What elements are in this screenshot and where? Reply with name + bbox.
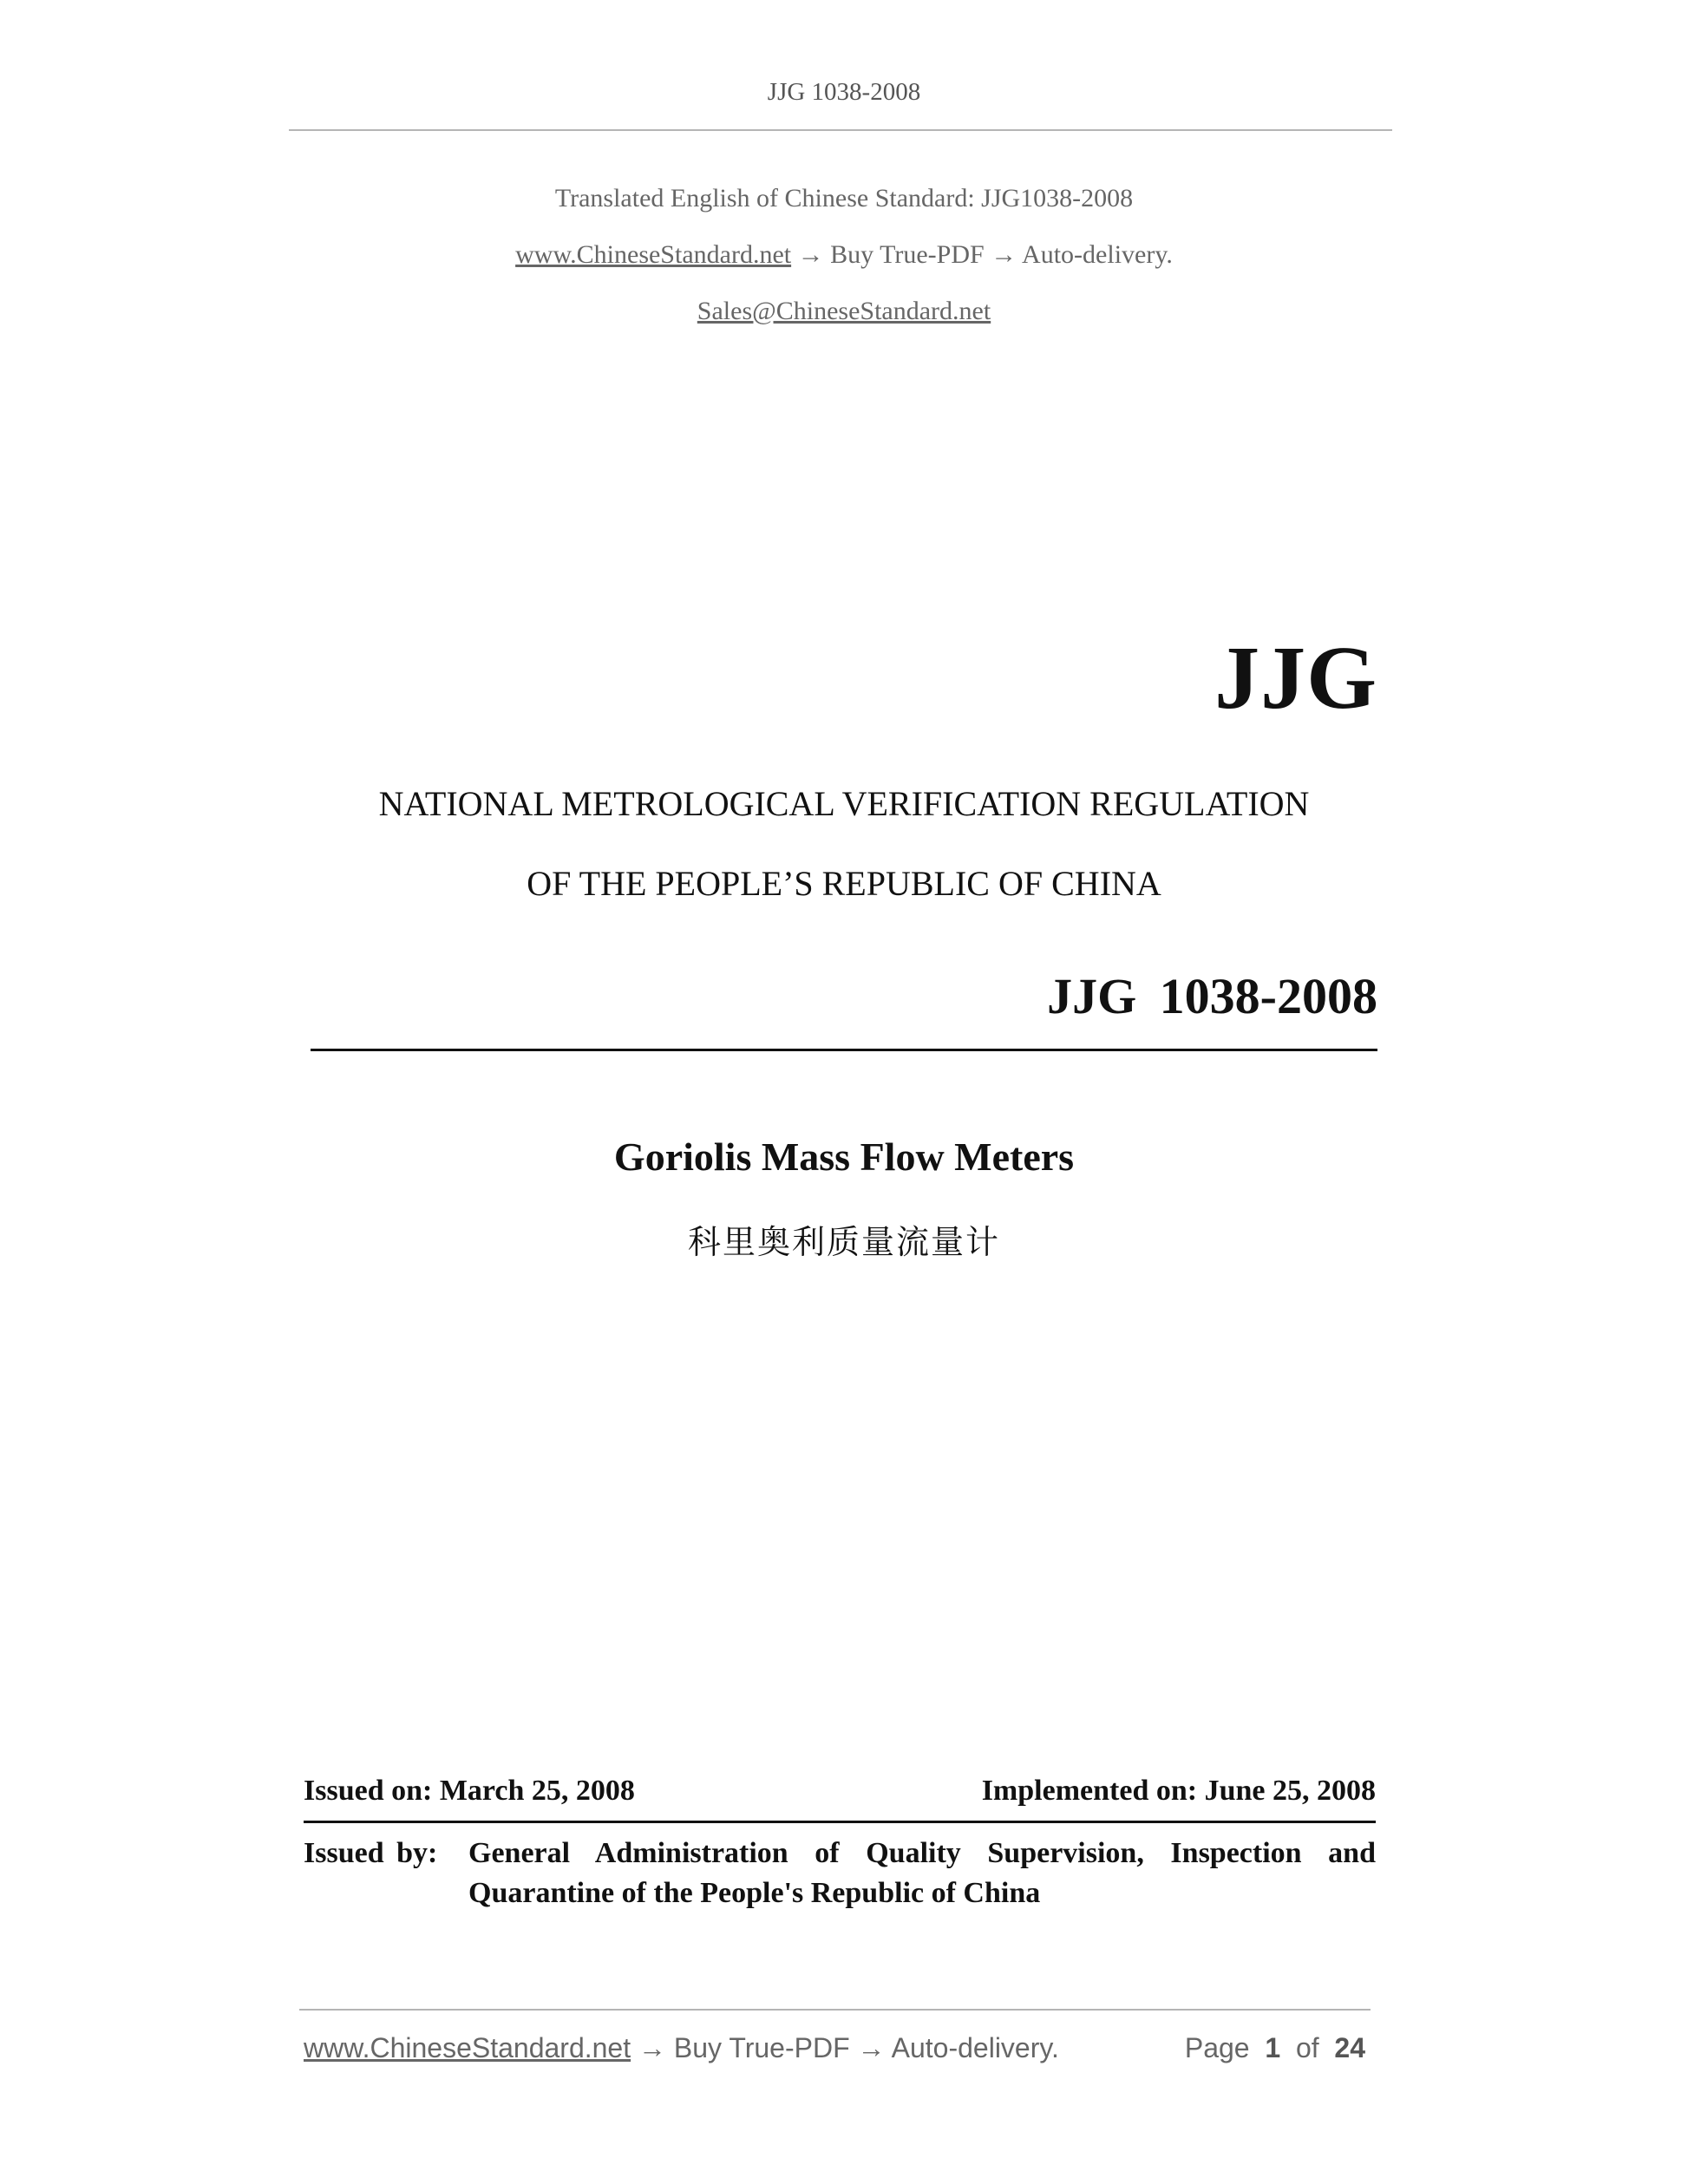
document-title-chinese: 科里奥利质量流量计 bbox=[687, 1223, 1000, 1261]
arrow-right-icon: → bbox=[638, 2032, 666, 2063]
email-link[interactable]: Sales@ChineseStandard.net bbox=[697, 297, 991, 325]
issuing-authority-line1: General Administration of Quality Supervision, Inspection and bbox=[468, 1837, 1376, 1869]
arrow-right-icon: → bbox=[857, 2032, 886, 2063]
regulation-title-line2: OF THE PEOPLE’S REPUBLIC OF CHINA bbox=[527, 864, 1161, 903]
regulation-title-line1: NATIONAL METROLOGICAL VERIFICATION REGULATION bbox=[378, 784, 1310, 823]
issuing-authority-line2: Quarantine of the People's Republic of China bbox=[468, 1877, 1041, 1909]
page-total: 24 bbox=[1334, 2032, 1365, 2063]
arrow-right-icon: → bbox=[991, 240, 1017, 269]
header-divider bbox=[289, 129, 1392, 131]
running-header: JJG 1038-2008 bbox=[767, 78, 921, 106]
issued-by-label: Issued by: bbox=[304, 1837, 438, 1869]
document-title-english: Goriolis Mass Flow Meters bbox=[613, 1135, 1075, 1179]
footer-divider bbox=[299, 2009, 1371, 2011]
buy-pdf-text: Buy True-PDF bbox=[830, 240, 985, 269]
purchase-notice bbox=[0, 240, 1688, 270]
issued-on-date: Issued on: March 25, 2008 bbox=[304, 1775, 635, 1807]
page-label: Page bbox=[1184, 2032, 1250, 2063]
footer-auto-delivery-text: Auto-delivery. bbox=[891, 2032, 1059, 2063]
sales-contact bbox=[0, 297, 1688, 326]
auto-delivery-text: Auto-delivery. bbox=[1022, 240, 1173, 269]
footer-buy-pdf-text: Buy True-PDF bbox=[673, 2032, 850, 2063]
title-divider bbox=[311, 1049, 1377, 1051]
website-link[interactable]: www.ChineseStandard.net bbox=[515, 240, 792, 269]
page-current: 1 bbox=[1265, 2032, 1281, 2063]
standard-number: JJG 1038-2008 bbox=[1047, 968, 1377, 1024]
of-label: of bbox=[1295, 2032, 1319, 2063]
jjg-logo: JJG bbox=[1214, 628, 1377, 728]
translation-notice: Translated English of Chinese Standard: JJG1038-2008 bbox=[554, 184, 1134, 213]
issue-divider bbox=[304, 1821, 1376, 1823]
implemented-on-date: Implemented on: June 25, 2008 bbox=[981, 1775, 1376, 1807]
arrow-right-icon: → bbox=[797, 240, 824, 269]
page-indicator bbox=[1185, 2032, 1365, 2064]
footer-website-link[interactable]: www.ChineseStandard.net bbox=[304, 2032, 631, 2063]
footer-purchase-notice bbox=[304, 2032, 1059, 2064]
